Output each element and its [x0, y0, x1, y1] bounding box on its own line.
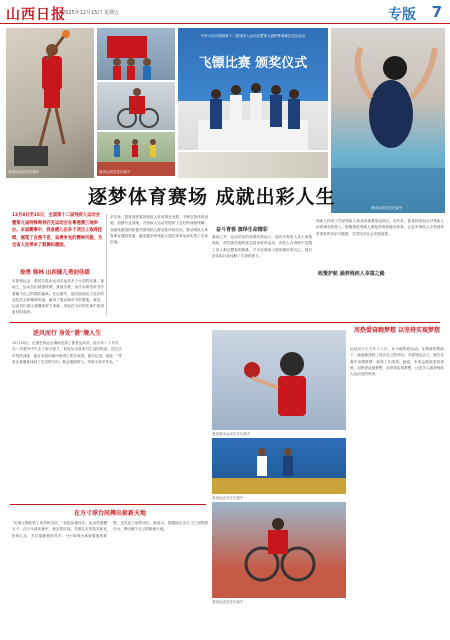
photo-caption: 我省运动员在比赛中 — [371, 206, 403, 210]
photo-gym — [178, 152, 328, 178]
photo-judo — [212, 438, 346, 494]
photo-wheelchair-race — [212, 502, 346, 598]
photo-award-ceremony — [178, 28, 328, 150]
article-column-2: 多年来，我省高度重视残疾人体育事业发展，不断完善体育设施，加强专业训练，为残疾人运动员提供了良好的训练保障。各级残联组织积极开展残疾人群众性体育活动，推动残疾人体育事业蓬勃发展，越来越多的残疾人通过体育运动实现了自身价值。 — [110, 215, 208, 245]
photo-wheelchair — [97, 82, 175, 130]
section-label: 专版 — [388, 7, 416, 23]
story-text-bottom: “比赛让我收获了成长和自信。”说起参赛经历，运动员感慨万千。在乒乓球比赛中，他沉着应战，凭借扎实的技术和良好的心态，多次战胜强劲对手。小小的球台承载着他的梦想，也见证了他的成长。他表示，将继续在这方寸之间挥洒汗水，搏出属于自己的崭新天地。 — [12, 521, 208, 538]
issue-date: 2025年12月15日 星期五 — [62, 10, 120, 16]
story-text-left: 12月14日，记者在残运会赛场见到了我省运动员。他今年二十多岁，在一次意外中失去了部分视力，但他从未放弃对生活的热爱。经过多年刻苦训练，他在本届比赛中取得了优异成绩。面对记者，他说：“体育让我重新找到了生活的方向，我会继续努力，争取为家乡争光。” — [12, 341, 122, 364]
page-number: 7 — [431, 3, 442, 21]
section-rule — [10, 322, 440, 323]
article-lead: 12月8日至15日，全国第十二届残疾人运动会暨第九届特殊奥林匹克运动会在粤港澳三地举办。本届赛事中，我省健儿在多个项目上取得佳绩，展现了自强不息、奋勇争先的精神风貌，为全省人民带来了鼓舞和激励。 — [12, 213, 103, 249]
photo-caption: 我省运动员在比赛中 — [8, 170, 40, 174]
article-byline: 徐勇 韩林 山西健儿勇创佳绩 — [20, 270, 90, 276]
article-column-1: 本届残运会，我省共派出运动员参加多个大项的比赛。赛场上，运动员们顽强拼搏、挑战自我，用汗水和坚持书写着属于自己的精彩篇章。在比赛中，他们展现出了良好的竞技状态和精神风貌，赢得了观众和对手的尊重。赛后，运动员们表示将继续努力训练，争取在今后的比赛中取得更好的成绩。 — [12, 279, 104, 315]
article-subhead-2: 政策护航 涵养残疾人幸福之路 — [318, 271, 385, 277]
ceremony-banner-subtitle: 中华人民共和国第十二届残疾人运动会暨第九届特殊奥林匹克运动会 — [200, 34, 306, 38]
story-text-right: 运动员小王今年十八岁，从小就热爱运动。在教练的帮助下，她逐渐找到了适合自己的项目。本届残运会上，她在比赛中奋勇拼搏，取得了好成绩。她说，未来会继续坚持训练，用热爱追逐梦想，用坚持实现梦想，让更多人看到残疾人运动员的风采。 — [350, 347, 444, 377]
newspaper-logo: 山西日报 — [6, 7, 66, 23]
story-head-bottom: 在方寸球台间搏出崭新天地 — [73, 510, 146, 517]
article-column-4: 残疾人体育工作是残疾人事业的重要组成部分。近年来，我省持续加大对残疾人体育事业的投入，积极推进残疾人康复体育和健身体育，让更多残疾人享受到体育带来的快乐与健康，共享经济社会发展成果。 — [316, 219, 444, 236]
section-rule — [10, 504, 206, 505]
photo-runners — [97, 132, 175, 176]
photo-table-tennis — [212, 330, 346, 430]
article-column-3: 赛场之外，运动员们的故事同样动人。他们中有的人从小身患残疾，却凭借坚强的意志投身体育运动；有的人在训练中克服了常人难以想象的困难，只为在赛场上展现最好的自己。他们用实际行动诠释了生命的意义。 — [212, 235, 312, 258]
photo-caption: 我省运动员在比赛中 — [99, 170, 131, 174]
photo-basketball — [6, 28, 94, 178]
photo-caption: 我省运动员在比赛中 — [212, 600, 244, 604]
photo-team-flag — [97, 28, 175, 80]
article-subhead-1: 奋斗青春 演绎生命精彩 — [216, 227, 268, 233]
ceremony-banner-title: 飞镖比赛 颁奖仪式 — [198, 56, 308, 71]
masthead — [0, 0, 450, 24]
photo-caption: 我省运动员在比赛中 — [212, 496, 244, 500]
story-head-left: 逆风而行 身处"谐"境人生 — [32, 330, 102, 337]
story-head-right: 用热爱奋跑梦想 以坚持实现梦想 — [353, 327, 441, 334]
column-divider — [106, 214, 107, 316]
main-headline: 逐梦体育赛场 成就出彩人生 — [88, 186, 336, 208]
photo-caption: 我省游泳运动员在比赛中 — [212, 432, 251, 436]
